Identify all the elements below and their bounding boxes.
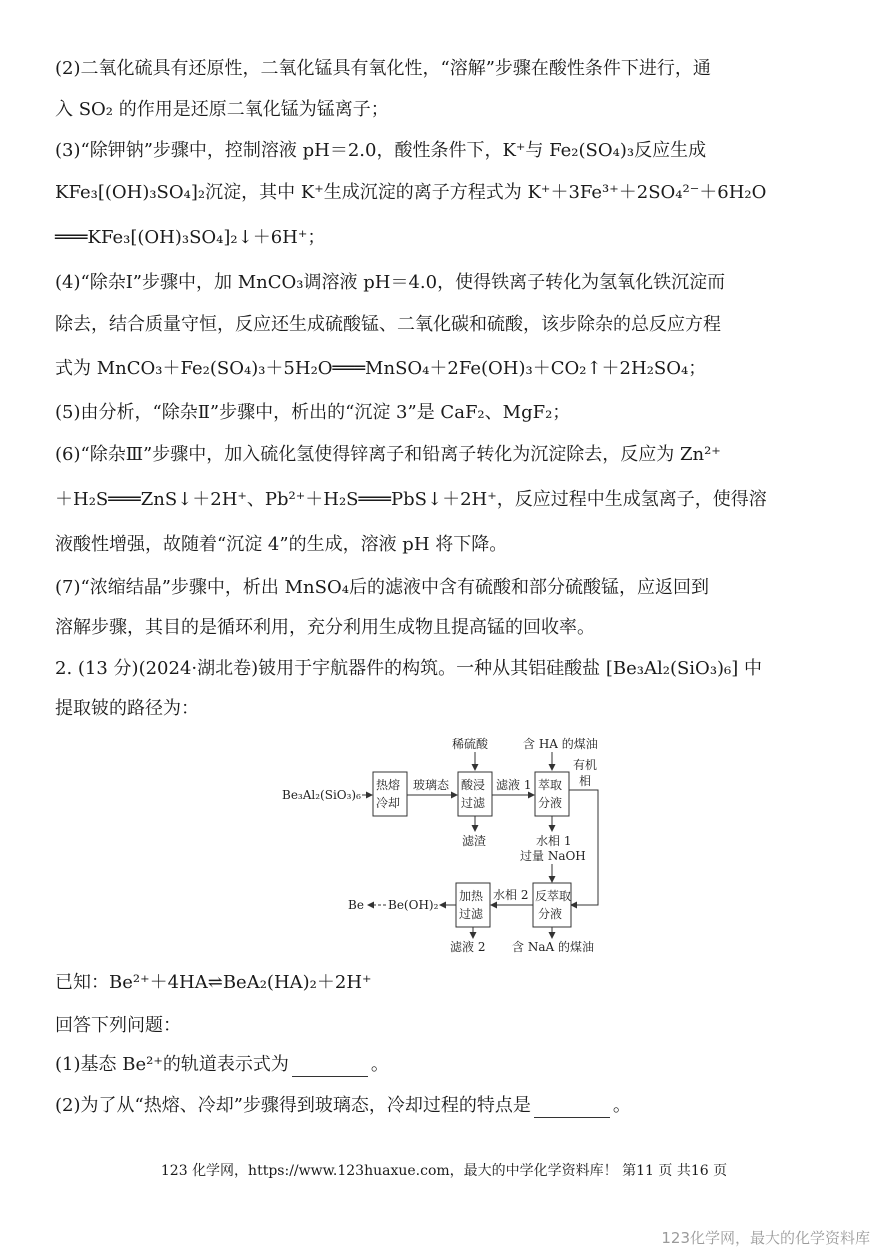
answer-prompt: 回答下列问题： [55,1015,181,1036]
answer-blank-1[interactable] [292,1058,368,1077]
filtrate2-label: 滤液 2 [450,940,486,954]
sub-question-2-end: 。 [612,1095,631,1116]
para-6-line1: (6)“除杂Ⅲ”步骤中，加入硫化氢使得锌离子和铅离子转化为沉淀除去，反应为 Zn²⁺ [55,444,721,465]
para-4-line2: 除去，结合质量守恒，反应还生成硫酸锰、二氧化碳和硫酸，该步除杂的总反应方程 [55,314,721,335]
para-3-line3: ═══KFe₃[(OH)₃SO₄]₂↓＋6H⁺； [55,227,326,248]
naoh-label: 过量 NaOH [520,849,586,863]
para-6-line3: 液酸性增强，故随着“沉淀 4”的生成，溶液 pH 将下降。 [55,534,508,555]
page-footer: 123 化学网，https://www.123huaxue.com，最大的中学化学资料库！ 第11 页 共16 页 [160,1163,728,1179]
step5-line2: 过滤 [459,907,484,921]
para-7-line1: (7)“浓缩结晶”步骤中，析出 MnSO₄后的滤液中含有硫酸和部分硫酸锰，应返回到 [55,577,709,598]
step2-line2: 过滤 [461,796,486,810]
step1-line1: 热熔 [376,778,401,792]
process-flow-diagram [280,735,620,960]
aqueous1-label: 水相 1 [536,834,572,848]
naa-kerosene-label: 含 NaA 的煤油 [512,940,594,954]
sub-question-1 [55,1053,848,1077]
sub-question-1-text: (1)基态 Be²⁺的轨道表示式为 [55,1054,289,1075]
aqueous2-label: 水相 2 [493,888,529,902]
glass-state-label: 玻璃态 [413,778,450,792]
residue-label: 滤渣 [462,834,487,848]
para-3-line2: KFe₃[(OH)₃SO₄]₂沉淀，其中 K⁺生成沉淀的离子方程式为 K⁺＋3Fe³⁺＋2SO₄²⁻＋6H₂O [55,182,767,203]
beoh-label: Be(OH)₂ [388,898,439,912]
arrow-organic-to-strip [569,790,598,905]
para-4-line1: (4)“除杂Ⅰ”步骤中，加 MnCO₃调溶液 pH＝4.0，使得铁离子转化为氢氧化铁沉淀而 [55,272,726,293]
step5-line1: 加热 [459,889,484,903]
question-2-line2: 提取铍的路径为： [55,698,199,719]
raw-material-label: Be₃Al₂(SiO₃)₆ [282,788,361,802]
step2-line1: 酸浸 [461,778,486,792]
organic-label-1: 有机 [573,758,598,772]
para-4-line3: 式为 MnCO₃＋Fe₂(SO₄)₃＋5H₂O═══MnSO₄＋2Fe(OH)₃＋CO₂↑＋2H₂SO₄； [55,358,707,379]
sub-question-1-end: 。 [370,1054,389,1075]
step4-line1: 反萃取 [535,889,572,903]
para-2-line1: (2)二氧化硫具有还原性，二氧化锰具有氧化性，“溶解”步骤在酸性条件下进行，通 [55,58,711,79]
known-equation: 已知：Be²⁺＋4HA⇌BeA₂(HA)₂＋2H⁺ [55,972,372,993]
watermark: 123化学网，最大的化学资料库 [661,1229,870,1247]
para-3-line1: (3)“除钾钠”步骤中，控制溶液 pH＝2.0，酸性条件下，K⁺与 Fe₂(SO₄)₃反应生成 [55,140,707,161]
sub-question-2 [55,1094,848,1118]
answer-blank-2[interactable] [534,1099,610,1118]
be-label: Be [348,898,364,912]
step1-line2: 冷却 [376,796,401,810]
para-2-line2: 入 SO₂ 的作用是还原二氧化锰为锰离子； [55,99,389,120]
step3-line2: 分液 [538,796,563,810]
para-7-line2: 溶解步骤，其目的是循环利用，充分利用生成物且提高锰的回收率。 [55,617,595,638]
organic-label-2: 相 [579,774,592,788]
question-2-line1: 2. (13 分)(2024·湖北卷)铍用于宇航器件的构筑。一种从其铝硅酸盐 [Be₃Al₂(SiO₃)₆] 中 [55,658,763,679]
filtrate1-label: 滤液 1 [496,778,532,792]
para-6-line2: ＋H₂S═══ZnS↓＋2H⁺、Pb²⁺＋H₂S═══PbS↓＋2H⁺，反应过程中生成氢离子，使得溶 [55,489,767,510]
kerosene-label: 含 HA 的煤油 [523,737,598,751]
step3-line1: 萃取 [538,778,563,792]
sub-question-2-text: (2)为了从“热熔、冷却”步骤得到玻璃态，冷却过程的特点是 [55,1095,531,1116]
step4-line2: 分液 [538,907,563,921]
acid-label: 稀硫酸 [452,737,489,751]
para-5: (5)由分析，“除杂Ⅱ”步骤中，析出的“沉淀 3”是 CaF₂、MgF₂； [55,402,571,423]
